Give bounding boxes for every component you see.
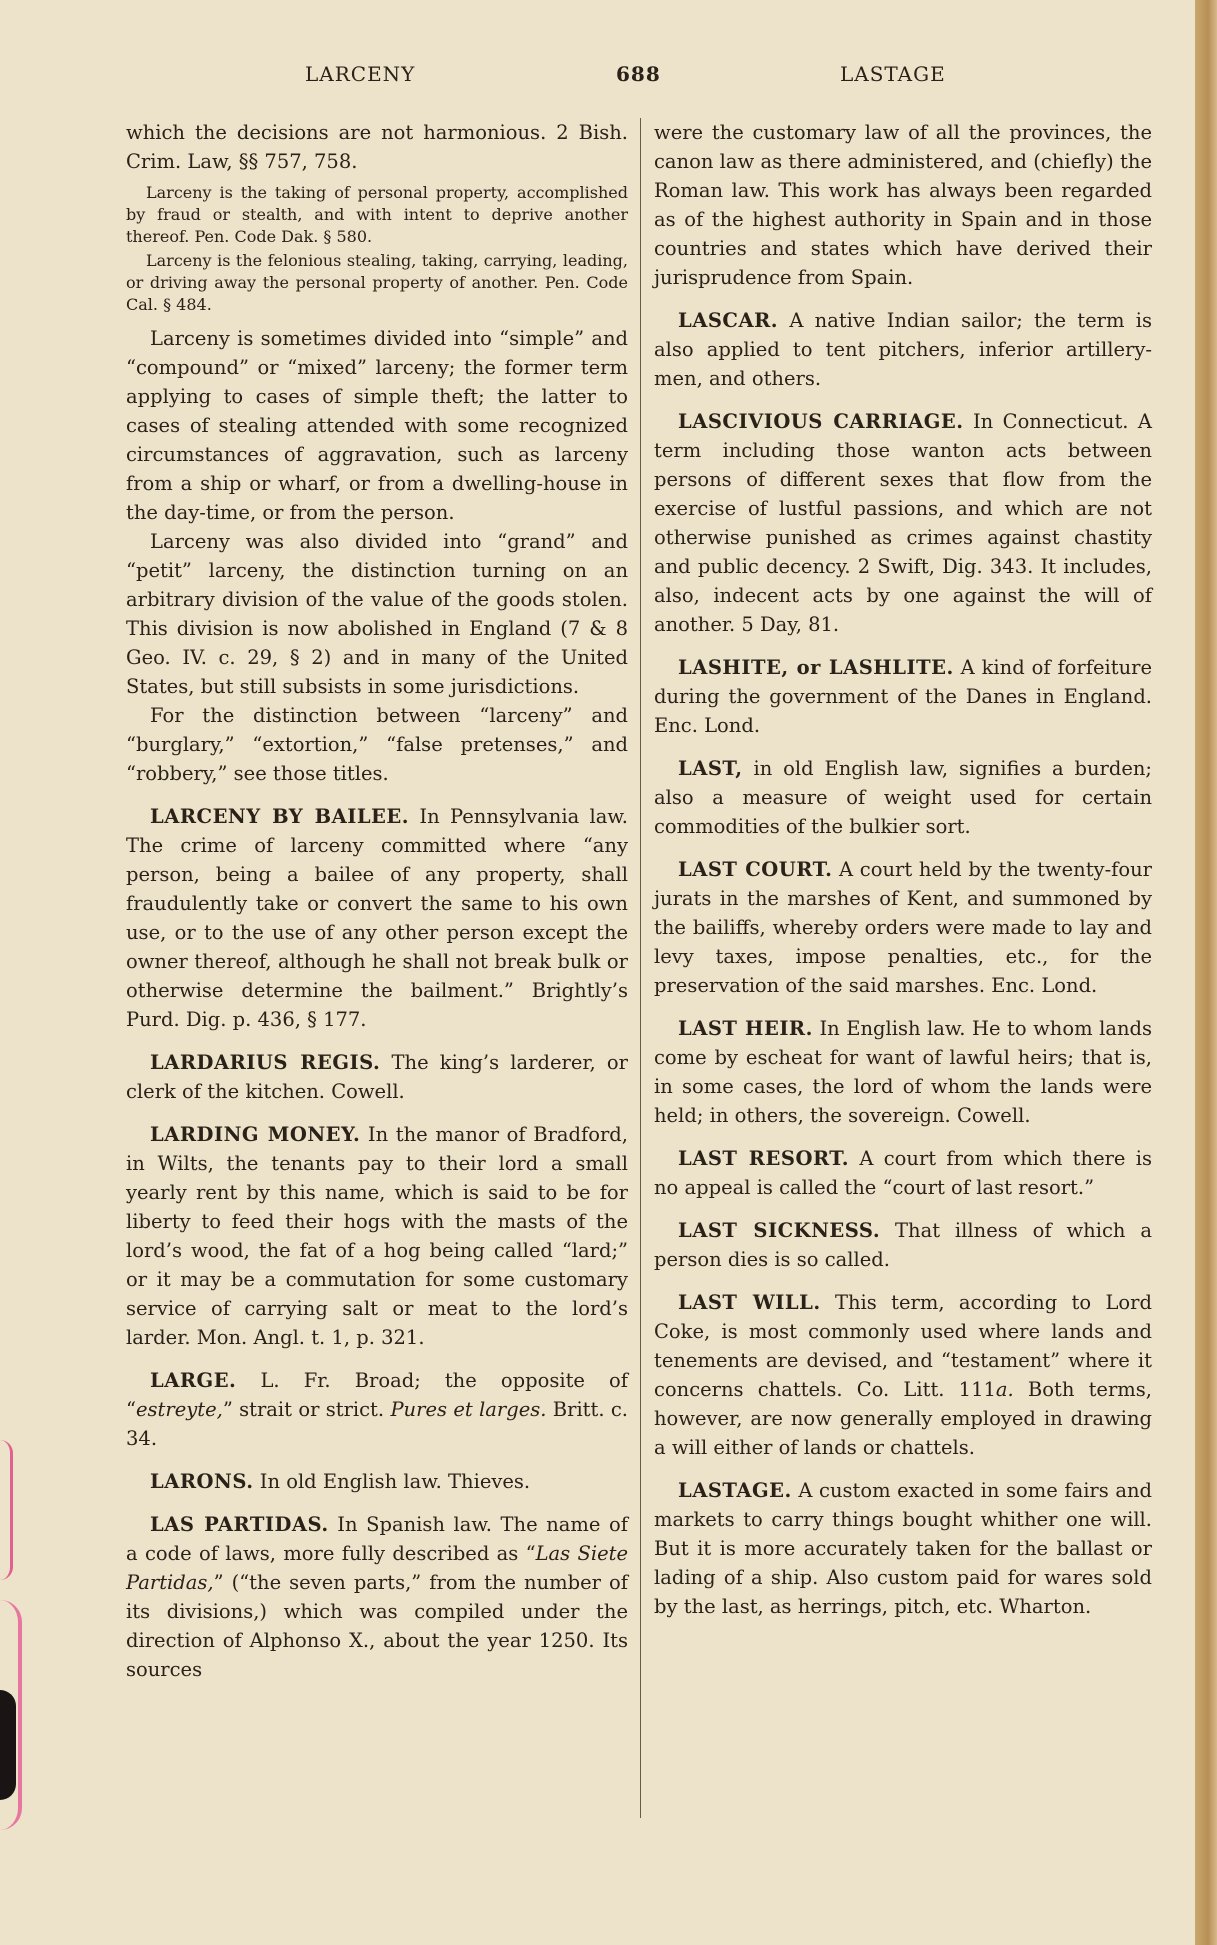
dictionary-entry xyxy=(126,1467,628,1496)
dictionary-entry xyxy=(654,1476,1152,1621)
entry-body: ” (“the seven parts,” from the number of its divisions,) which was compiled under the direction of Alphonso X., about the year 1250. Its sources xyxy=(126,1571,628,1681)
dictionary-entry xyxy=(654,306,1152,393)
entry-italic: Pures et larges. xyxy=(390,1398,547,1421)
right-column xyxy=(654,118,1152,1621)
entry-headword: LAST, xyxy=(678,757,743,780)
dictionary-entry xyxy=(126,1048,628,1106)
column-divider xyxy=(640,118,641,1818)
paragraph: Larceny was also divided into “grand” and “petit” larceny, the distinction turning on an arbitrary division of the value of the goods stolen. This division is now abolished in England (7 & 8 Geo. IV. c. 29, § 2) and in many of the United States, but still subsists in some jurisdictions. xyxy=(126,530,628,698)
dictionary-entry xyxy=(654,653,1152,740)
entry-headword: LAS PARTIDAS. xyxy=(150,1513,329,1536)
left-column xyxy=(126,118,628,1684)
entry-headword: LASTAGE. xyxy=(678,1479,792,1502)
entry-headword: LAST COURT. xyxy=(678,858,833,881)
entry-body: A custom exacted in some fairs and markets to carry things bought whither one will. But it is more accurately taken for the ballast or lading of a ship. Also custom paid for wares sold by the last, as herrings, pitch, etc. Wharton. xyxy=(654,1479,1152,1618)
dictionary-entry xyxy=(654,1216,1152,1274)
dictionary-entry xyxy=(654,1014,1152,1130)
entry-body: The king’s larderer, or clerk of the kitchen. Cowell. xyxy=(126,1051,628,1103)
entry-body: A native Indian sailor; the term is also applied to tent pitchers, inferior artillery-men, and others. xyxy=(654,309,1152,390)
entry-body: In Connecticut. A term including those wanton acts between persons of different sexes that flow from the exercise of lustful passions, and which are not otherwise punished as crimes against chastity and public decency. 2 Swift, Dig. 343. It includes, also, indecent acts by one against the will of another. 5 Day, 81. xyxy=(654,410,1152,636)
entry-body: A kind of forfeiture during the government of the Danes in England. Enc. Lond. xyxy=(654,656,1152,737)
dictionary-entry xyxy=(654,1288,1152,1462)
entry-body: That illness of which a person dies is so called. xyxy=(654,1219,1152,1271)
entry-body: L. Fr. Broad; the opposite of “ xyxy=(126,1369,628,1421)
entry-italic: a. xyxy=(995,1378,1014,1401)
page-edge xyxy=(1195,0,1217,1945)
paragraph: For the distinction between “larceny” and “burglary,” “extortion,” “false pretenses,” and “robbery,” see those titles. xyxy=(126,704,628,785)
entry-body: A court from which there is no appeal is called the “court of last resort.” xyxy=(654,1147,1152,1199)
entry-headword: LASHITE, or LASHLITE. xyxy=(678,656,954,679)
entry-headword: LAST HEIR. xyxy=(678,1017,813,1040)
entry-body: Both terms, however, are now generally employed in drawing a will either of lands or chattels. xyxy=(654,1378,1152,1459)
entry-body: In Spanish law. The name of a code of laws, more fully described as “ xyxy=(126,1513,629,1565)
dictionary-entry xyxy=(654,754,1152,841)
pink-mark xyxy=(0,1440,13,1580)
entry-body: In old English law. Thieves. xyxy=(253,1470,531,1493)
entry-body: In English law. He to whom lands come by escheat for want of lawful heirs; that is, in some cases, the lord of whom the lands were held; in others, the sovereign. Cowell. xyxy=(654,1017,1152,1127)
continued-paragraph: were the customary law of all the provinces, the canon law as there administered, and (chiefly) the Roman law. This work has always been regarded as of the highest authority in Spain and in those countries and states which have derived their jurisprudence from Spain. xyxy=(654,121,1152,289)
entry-italic: Las Siete Partidas, xyxy=(126,1542,628,1594)
entry-body: In Pennsylvania law. The crime of larceny committed where “any person, being a bailee of any property, shall fraudulently take or convert the same to his own use, or to the use of any other person except the owner thereof, although he shall not break bulk or otherwise determine the bailment.” Brightly’s Purd. Dig. p. 436, § 177. xyxy=(126,805,628,1031)
continued-paragraph: which the decisions are not harmonious. 2 Bish. Crim. Law, §§ 757, 758. xyxy=(126,121,628,173)
paragraph: Larceny is sometimes divided into “simple” and “compound” or “mixed” larceny; the former term applying to cases of simple theft; the latter to cases of stealing attended with some recognized circumstances of aggravation, such as larceny from a ship or wharf, or from a dwelling-house in the day-time, or from the person. xyxy=(126,327,628,524)
dictionary-entry xyxy=(126,1120,628,1352)
definition-note: Larceny is the felonious stealing, taking, carrying, leading, or driving away the personal property of another. Pen. Code Cal. § 484. xyxy=(126,251,628,314)
entry-headword: LARONS. xyxy=(150,1470,254,1493)
entry-headword: LAST WILL. xyxy=(678,1291,821,1314)
entry-body: This term, according to Lord Coke, is most commonly used where lands and tenements are devised, and “testament” where it concerns chattels. Co. Litt. 111 xyxy=(654,1291,1152,1401)
header-left-guide-word: LARCENY xyxy=(305,62,416,86)
ink-blot xyxy=(0,1690,16,1800)
dictionary-entry xyxy=(654,855,1152,1000)
definition-note: Larceny is the taking of personal property, accomplished by fraud or stealth, and with intent to deprive another thereof. Pen. Code Dak. § 580. xyxy=(126,183,628,246)
entry-headword: LARDING MONEY. xyxy=(150,1123,361,1146)
entry-body: A court held by the twenty-four jurats in the marshes of Kent, and summoned by the bailiffs, whereby orders were made to lay and levy taxes, impose penalties, etc., for the preservation of the said marshes. Enc. Lond. xyxy=(654,858,1152,997)
entry-body: in old English law, signifies a burden; also a measure of weight used for certain commodities of the bulkier sort. xyxy=(654,757,1152,838)
entry-italic: estreyte, xyxy=(135,1398,223,1421)
entry-headword: LASCIVIOUS CARRIAGE. xyxy=(678,410,964,433)
entry-body: ” strait or strict. xyxy=(222,1398,391,1421)
entry-body: Britt. c. 34. xyxy=(126,1398,629,1450)
entry-body: In the manor of Bradford, in Wilts, the tenants pay to their lord a small yearly rent by this name, which is said to be for liberty to feed their hogs with the masts of the lord’s wood, the fat of a hog being called “lard;” or it may be a commutation for some customary service of carrying salt or meat to the lord’s larder. Mon. Angl. t. 1, p. 321. xyxy=(126,1123,628,1349)
dictionary-entry xyxy=(126,802,628,1034)
page-number: 688 xyxy=(616,62,661,86)
entry-headword: LASCAR. xyxy=(678,309,779,332)
running-header xyxy=(0,62,1195,92)
dictionary-entry xyxy=(126,1366,628,1453)
dictionary-entry xyxy=(654,407,1152,639)
statutory-definitions xyxy=(126,182,628,316)
dictionary-entry xyxy=(126,1510,628,1684)
header-right-guide-word: LASTAGE xyxy=(840,62,946,86)
entry-headword: LAST SICKNESS. xyxy=(678,1219,881,1242)
entry-headword: LARGE. xyxy=(150,1369,237,1392)
entry-headword: LAST RESORT. xyxy=(678,1147,850,1170)
entry-headword: LARCENY BY BAILEE. xyxy=(150,805,410,828)
dictionary-entry xyxy=(654,1144,1152,1202)
entry-headword: LARDARIUS REGIS. xyxy=(150,1051,381,1074)
